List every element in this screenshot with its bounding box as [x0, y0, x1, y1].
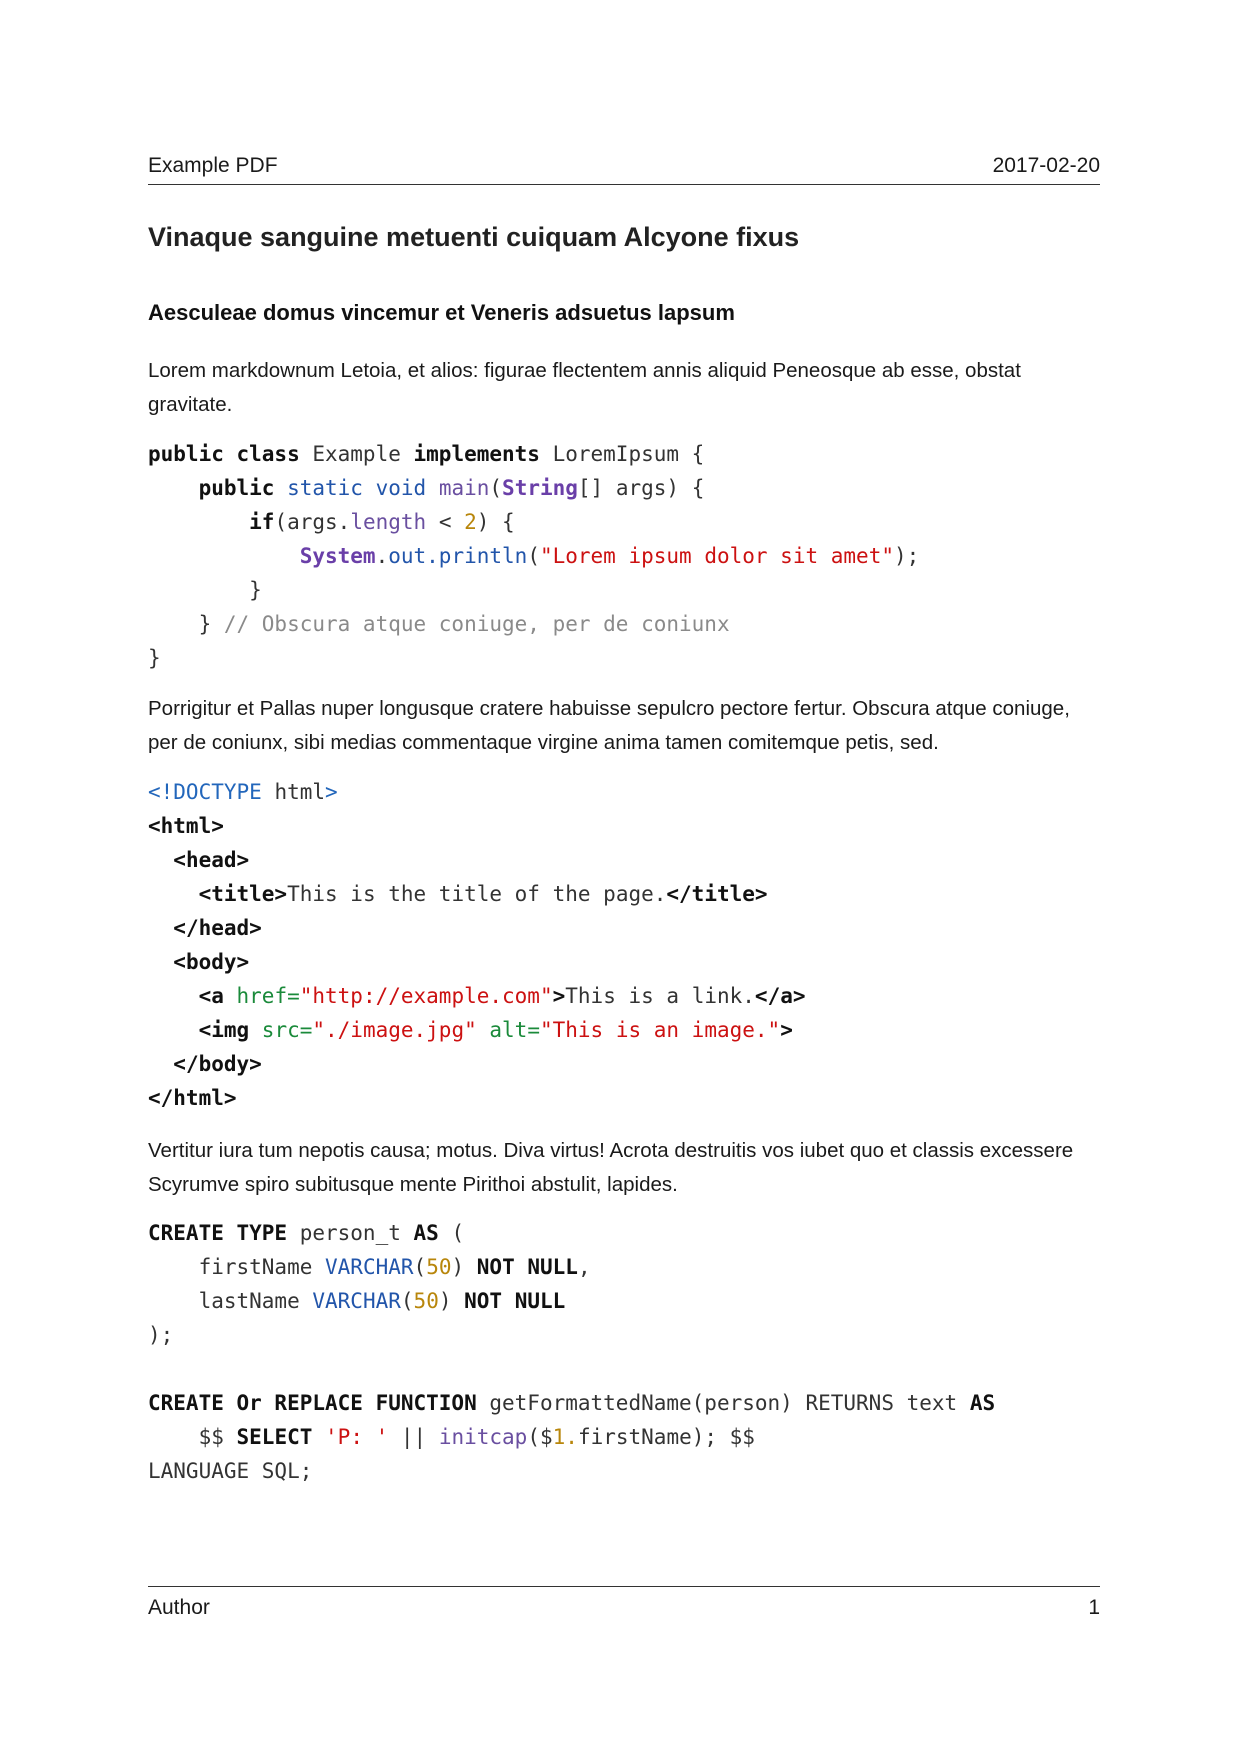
code-token: ( [438, 1221, 465, 1245]
code-token: String [502, 476, 578, 500]
footer-author: Author [148, 1596, 210, 1619]
code-token: out.println [388, 544, 528, 568]
code-token [148, 510, 249, 534]
code-token: } [148, 612, 224, 636]
code-token: </body> [173, 1052, 262, 1076]
code-token: > [325, 780, 338, 804]
code-block-html [148, 775, 806, 1115]
code-token: firstName); $$ [577, 1425, 755, 1449]
code-token: <!DOCTYPE [148, 780, 262, 804]
code-token: AS [413, 1221, 439, 1245]
code-token: LANGUAGE SQL; [148, 1459, 313, 1483]
code-block-sql [148, 1216, 995, 1488]
code-token [312, 1425, 325, 1449]
code-token: </head> [173, 916, 262, 940]
code-token: </a> [754, 984, 806, 1008]
code-token: public [198, 476, 275, 500]
code-token: > [552, 984, 566, 1008]
code-token: <html> [148, 814, 224, 838]
paragraph-3: Vertitur iura tum nepotis causa; motus. Diva virtus! Acrota destruitis vos iubet quo et classis excessere Scyrumve spiro subitusque mente Pirithoi abstulit, lapides. [148, 1139, 1074, 1196]
code-token: "http://example.com" [299, 984, 553, 1008]
code-token: <a [198, 984, 224, 1008]
code-token: AS [969, 1391, 996, 1415]
code-token: initcap [438, 1425, 528, 1449]
page-footer [148, 1586, 1100, 1627]
code-token: || [388, 1425, 439, 1449]
code-token: ( [527, 544, 540, 568]
code-token: This is the title of the page. [287, 882, 667, 906]
code-token: CREATE Or REPLACE FUNCTION [148, 1391, 477, 1415]
code-token: html [261, 780, 326, 804]
code-token: "./image.jpg" [312, 1018, 477, 1042]
code-token: ); [148, 1323, 174, 1347]
code-token: </html> [148, 1086, 237, 1110]
code-token [148, 1052, 173, 1076]
code-token: <title> [198, 882, 288, 906]
code-token: VARCHAR [325, 1255, 414, 1279]
code-token: person_t [287, 1221, 414, 1245]
page-header [148, 154, 1100, 185]
code-token: ( [400, 1289, 414, 1313]
code-token: alt= [476, 1018, 540, 1042]
code-token: <body> [173, 950, 250, 974]
code-token [148, 882, 199, 906]
code-token [148, 950, 173, 974]
code-token: This is a link. [565, 984, 755, 1008]
code-token: System [299, 544, 376, 568]
code-token: NOT NULL [464, 1289, 566, 1313]
code-token: 50 [413, 1289, 439, 1313]
code-token: main [438, 476, 490, 500]
code-token: SELECT [236, 1425, 313, 1449]
code-token: Example [299, 442, 414, 466]
code-token: "Lorem ipsum dolor sit amet" [539, 544, 894, 568]
code-token: getFormattedName(person) RETURNS text [476, 1391, 970, 1415]
code-token: LoremIpsum { [539, 442, 705, 466]
code-token: static void [274, 476, 439, 500]
header-date: 2017-02-20 [992, 154, 1100, 177]
code-token: ( [413, 1255, 427, 1279]
code-token [148, 1018, 199, 1042]
code-token [148, 476, 199, 500]
code-token: length [350, 510, 427, 534]
code-token: } [148, 578, 262, 602]
subsection-title: Aesculeae domus vincemur et Veneris adsuetus lapsum [148, 300, 735, 325]
code-token: 1. [552, 1425, 578, 1449]
code-token: src= [249, 1018, 313, 1042]
code-block-java [148, 437, 919, 675]
code-token: [] args) { [577, 476, 705, 500]
code-token: } [148, 646, 161, 670]
code-token: <img [198, 1018, 250, 1042]
code-token: . [375, 544, 389, 568]
paragraph-2: Porrigitur et Pallas nuper longusque cratere habuisse sepulcro pectore fertur. Obscura atque coniuge, per de coniunx, sibi medias commentaque virgine anima tamen comitemque petis, sed. [148, 697, 1070, 754]
code-token: 50 [426, 1255, 452, 1279]
code-token [148, 848, 173, 872]
code-token: if [249, 510, 275, 534]
code-comment: // Obscura atque coniuge, per de coniunx [223, 612, 730, 636]
code-token: ) [438, 1289, 465, 1313]
code-token: ( [489, 476, 503, 500]
code-token: public class [148, 442, 300, 466]
code-token: href= [223, 984, 300, 1008]
code-token: , [577, 1255, 591, 1279]
code-token: NOT NULL [476, 1255, 578, 1279]
paragraph-1: Lorem markdownum Letoia, et alios: figurae flectentem annis aliquid Peneosque ab esse, obstat gravitate. [148, 359, 1021, 416]
code-token: "This is an image." [539, 1018, 781, 1042]
code-token: lastName [148, 1289, 313, 1313]
code-token: </title> [666, 882, 768, 906]
code-token: 'P: ' [325, 1425, 389, 1449]
code-token: <head> [173, 848, 250, 872]
code-token: implements [413, 442, 540, 466]
code-token: CREATE TYPE [148, 1221, 288, 1245]
code-token: firstName [148, 1255, 326, 1279]
code-token: ) { [476, 510, 515, 534]
code-token [148, 544, 300, 568]
code-token: VARCHAR [312, 1289, 401, 1313]
code-token [148, 984, 199, 1008]
code-token: 2 [464, 510, 477, 534]
page-number: 1 [1088, 1596, 1100, 1619]
code-token: < [426, 510, 465, 534]
code-token [148, 916, 173, 940]
code-token: > [780, 1018, 793, 1042]
code-token: (args. [274, 510, 351, 534]
header-title: Example PDF [148, 154, 278, 177]
code-token: ($ [527, 1425, 553, 1449]
section-title: Vinaque sanguine metuenti cuiquam Alcyone fixus [148, 222, 800, 252]
code-token: ) [451, 1255, 477, 1279]
code-token: $$ [148, 1425, 237, 1449]
code-token: ); [893, 544, 920, 568]
